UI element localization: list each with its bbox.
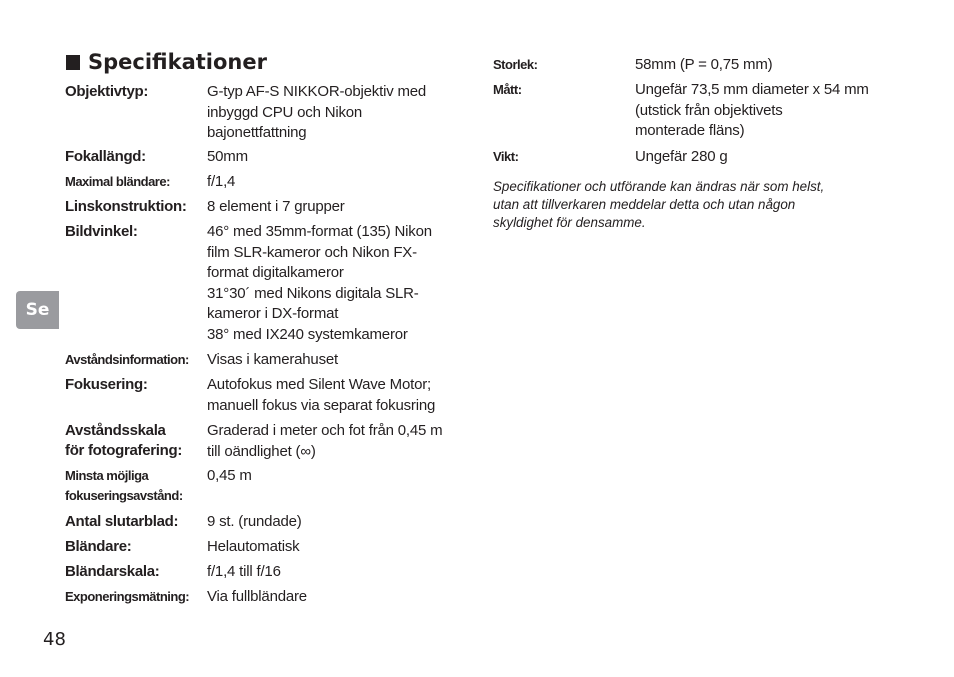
spec-value-bildvinkel: 46° med 35mm-format (135) Nikon film SLR-kameror och Nikon FX- format digitalkameror 31°30´ med Nikons digitala SLR- kameror i DX-format 38° med IX240 systemkameror: [207, 223, 432, 343]
spec-value-maximal-blandare: f/1,4: [207, 173, 236, 190]
spec-value-storlek: 58mm (P = 0,75 mm): [635, 56, 773, 73]
spec-value-exponeringsmatning: Via fullbländare: [207, 588, 307, 605]
disclaimer-note: Specifikationer och utförande kan ändras när som helst, utan att tillverkaren meddelar detta och utan någon skyldighet för densamme.: [493, 179, 825, 230]
spec-label-avstandsinformation: Avståndsinformation:: [65, 352, 189, 367]
spec-value-vikt: Ungefär 280 g: [635, 148, 728, 165]
section-heading: [66, 50, 267, 74]
spec-label-storlek: Storlek:: [493, 57, 538, 72]
language-tab: Se: [16, 291, 59, 329]
spec-value-blandare: Helautomatisk: [207, 538, 300, 555]
spec-label-vikt: Vikt:: [493, 149, 519, 164]
spec-label-blandarskala: Bländarskala:: [65, 563, 160, 580]
spec-value-matt: Ungefär 73,5 mm diameter x 54 mm (utstick från objektivets monterade fläns): [635, 81, 869, 139]
spec-label-bildvinkel: Bildvinkel:: [65, 223, 138, 240]
spec-label-exponeringsmatning: Exponeringsmätning:: [65, 589, 190, 604]
spec-value-linskonstruktion: 8 element i 7 grupper: [207, 198, 345, 215]
spec-value-fokallangd: 50mm: [207, 148, 248, 165]
spec-label-blandare: Bländare:: [65, 538, 132, 555]
spec-label-fokallangd: Fokallängd:: [65, 148, 146, 165]
spec-label-fokusering: Fokusering:: [65, 376, 148, 393]
spec-value-blandarskala: f/1,4 till f/16: [207, 563, 281, 580]
spec-value-fokusering: Autofokus med Silent Wave Motor; manuell fokus via separat fokusring: [207, 376, 436, 414]
spec-label-objektivtyp: Objektivtyp:: [65, 83, 149, 100]
page-number: 48: [43, 629, 66, 650]
section-title: Specifikationer: [88, 50, 267, 74]
spec-value-objektivtyp: G-typ AF-S NIKKOR-objektiv med inbyggd CPU och Nikon bajonettfattning: [207, 83, 427, 141]
spec-value-minsta-fokuseringsavstand: 0,45 m: [207, 467, 252, 484]
spec-label-matt: Mått:: [493, 82, 522, 97]
spec-label-maximal-blandare: Maximal bländare:: [65, 174, 170, 189]
spec-label-minsta-fokuseringsavstand: Minsta möjliga fokuseringsavstånd:: [65, 468, 183, 503]
spec-label-antal-slutarblad: Antal slutarblad:: [65, 513, 179, 530]
heading-square-bullet-icon: [66, 55, 80, 70]
spec-value-antal-slutarblad: 9 st. (rundade): [207, 513, 302, 530]
spec-value-avstandsinformation: Visas i kamerahuset: [207, 351, 338, 368]
spec-label-linskonstruktion: Linskonstruktion:: [65, 198, 187, 215]
spec-label-avstandsskala: Avståndsskala för fotografering:: [65, 422, 183, 459]
spec-value-avstandsskala: Graderad i meter och fot från 0,45 m till oändlighet (∞): [207, 422, 443, 460]
